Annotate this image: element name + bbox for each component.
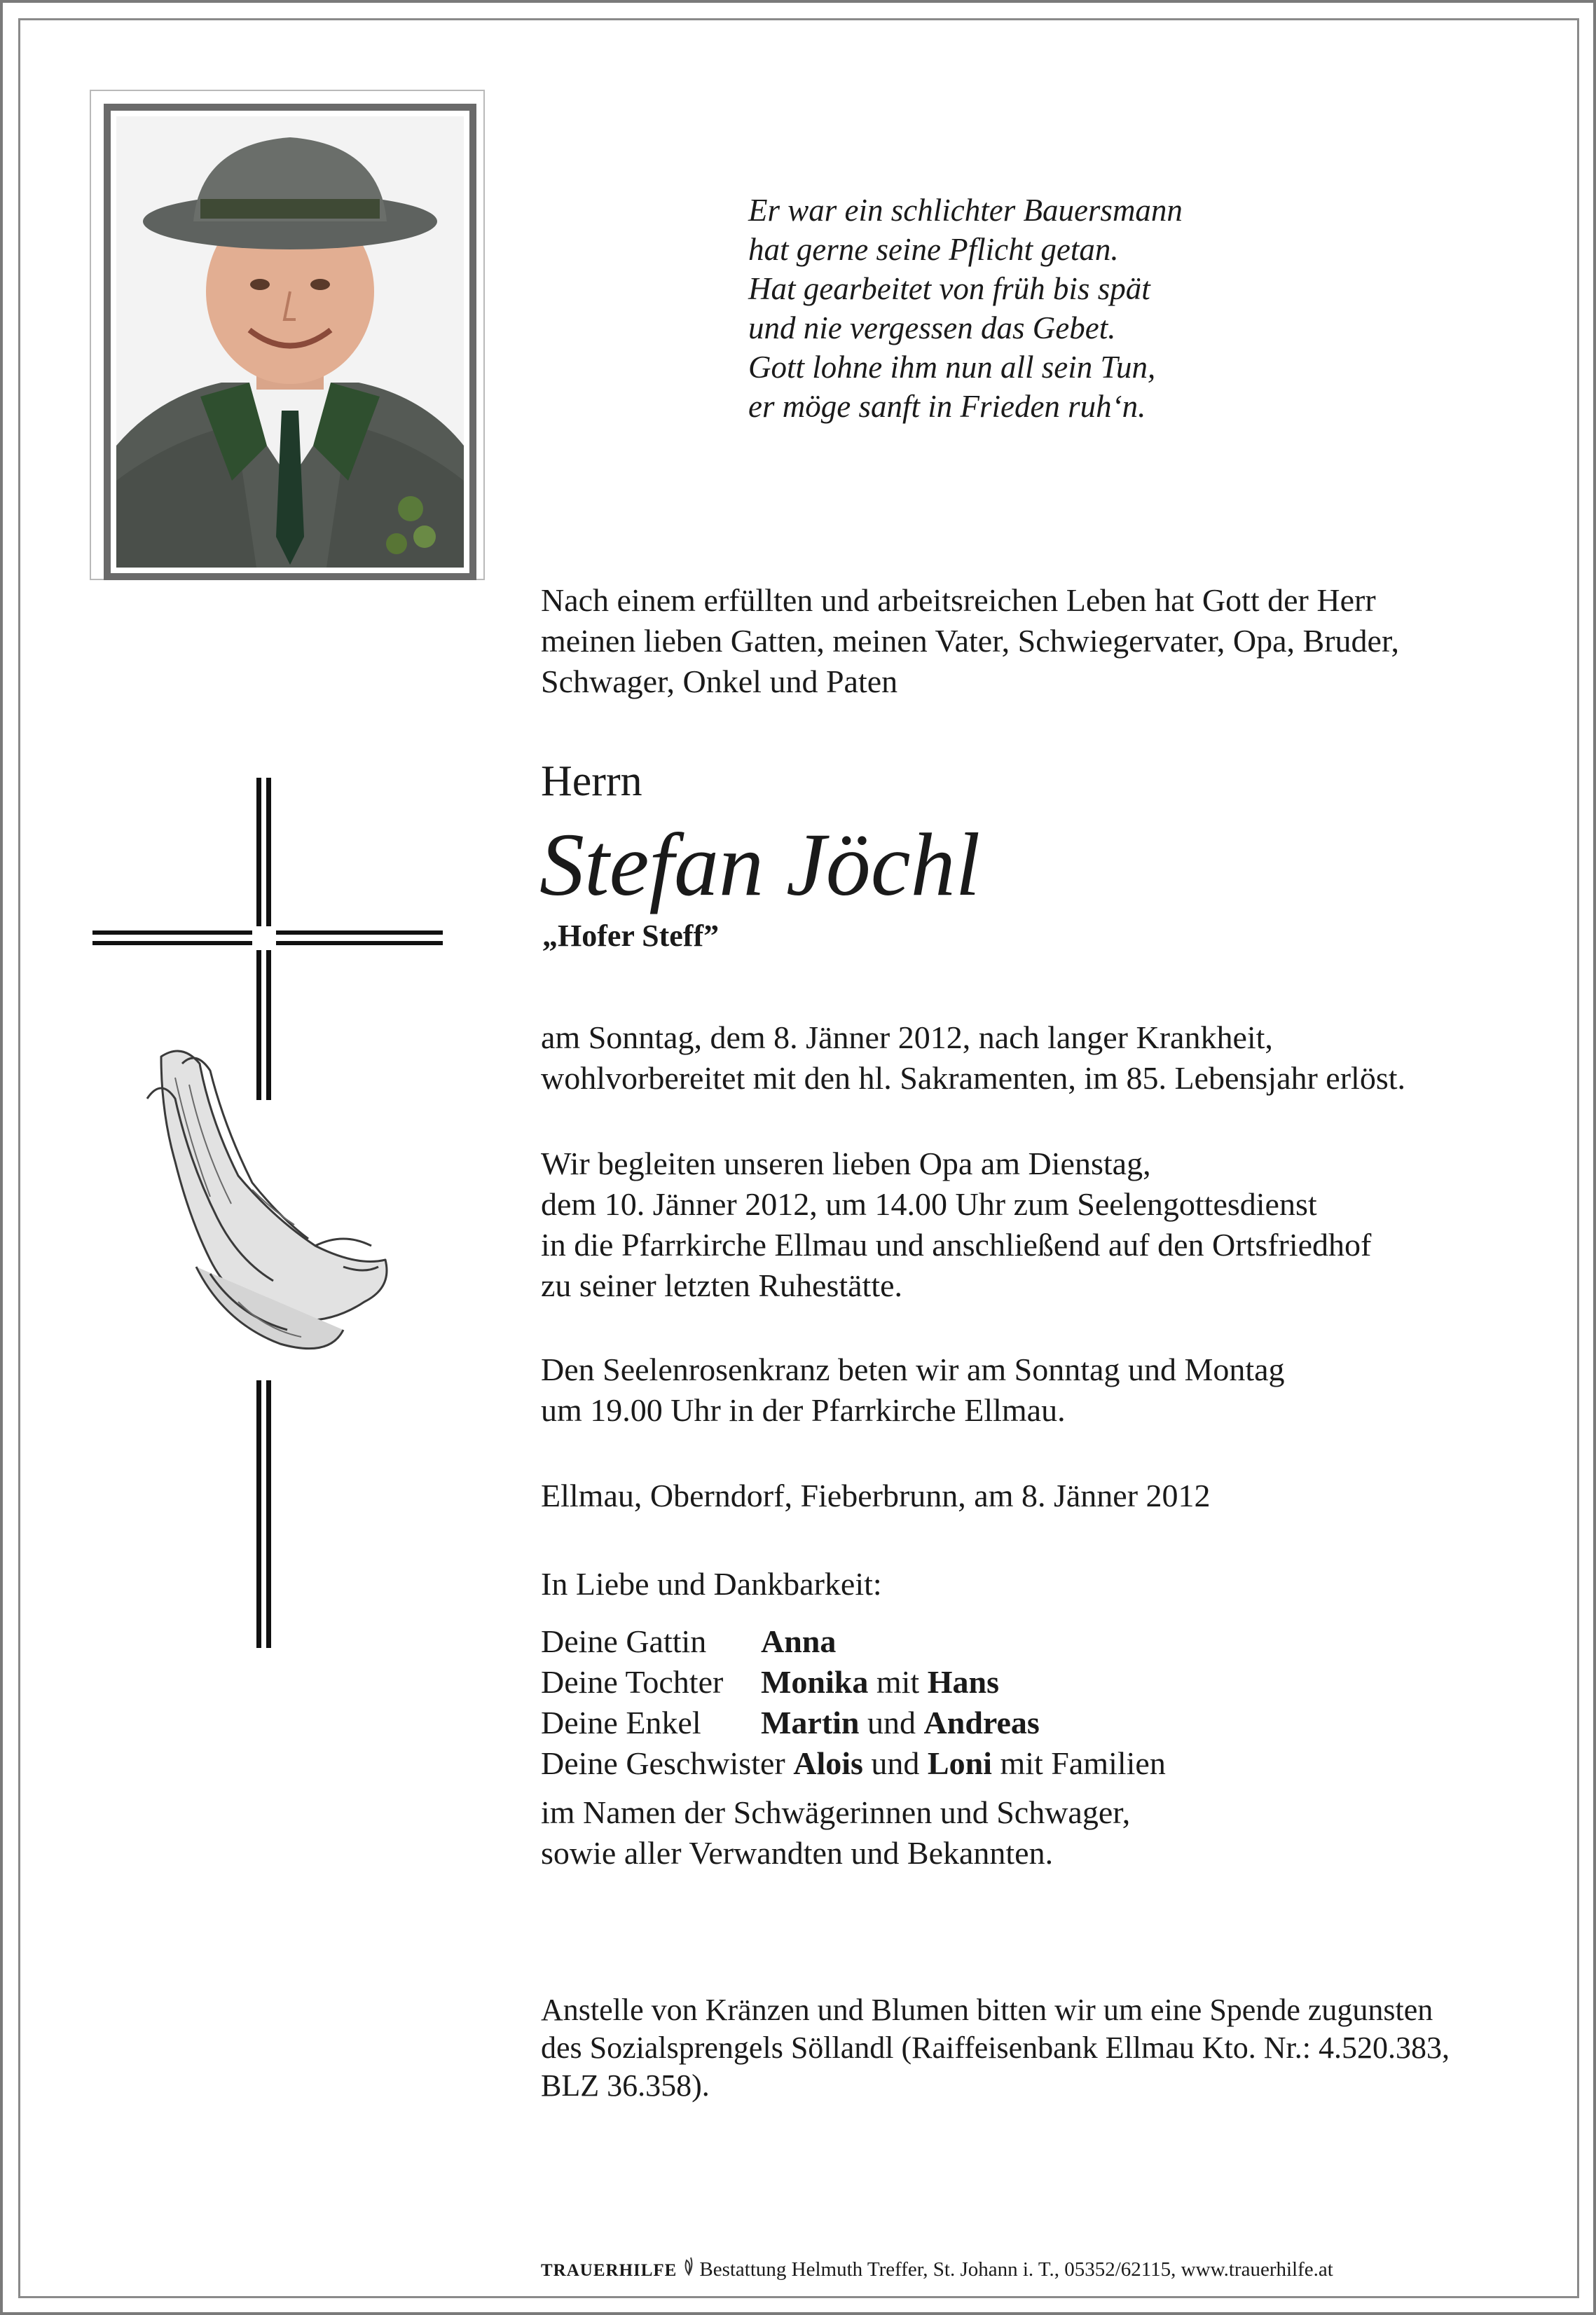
- mourner-row: [541, 1662, 1166, 1703]
- mourner-name: Loni: [927, 1745, 992, 1781]
- mourner-name: Andreas: [923, 1705, 1040, 1740]
- mourner-conjunction: und: [862, 1745, 928, 1781]
- death-line: wohlvorbereitet mit den hl. Sakramenten, im 85. Lebensjahr erlöst.: [541, 1060, 1406, 1096]
- footer: [541, 2256, 1333, 2283]
- mourner-name: Hans: [927, 1664, 999, 1700]
- place-date-line: Ellmau, Oberndorf, Fieberbrunn, am 8. Jänner 2012: [541, 1478, 1211, 1513]
- mourners-heading-line: In Liebe und Dankbarkeit:: [541, 1566, 882, 1602]
- intro-line: meinen lieben Gatten, meinen Vater, Schwiegervater, Opa, Bruder,: [541, 623, 1399, 659]
- poem-line: hat gerne seine Pflicht getan.: [748, 232, 1119, 267]
- death-line: am Sonntag, dem 8. Jänner 2012, nach langer Krankheit,: [541, 1019, 1273, 1055]
- intro-line: Schwager, Onkel und Paten: [541, 664, 898, 699]
- nickname: „Hofer Steff”: [542, 919, 720, 953]
- footer-text: Bestattung Helmuth Treffer, St. Johann i. T., 05352/62115, www.trauerhilfe.at: [699, 2258, 1333, 2281]
- mourner-name: Martin: [761, 1705, 860, 1740]
- mourner-name: Monika: [761, 1664, 869, 1700]
- poem-line: Gott lohne ihm nun all sein Tun,: [748, 350, 1156, 385]
- leaf-icon: [681, 2256, 696, 2281]
- praying-hands-icon: [133, 1036, 399, 1372]
- mourner-label: Deine Geschwister: [541, 1745, 794, 1781]
- donation-line: BLZ 36.358).: [541, 2068, 710, 2103]
- funeral-line: dem 10. Jänner 2012, um 14.00 Uhr zum Seelengottesdienst: [541, 1186, 1317, 1222]
- portrait-illustration: [116, 116, 464, 568]
- portrait-photo: [116, 116, 464, 568]
- intro-paragraph: [541, 580, 1536, 702]
- mourner-suffix: mit Familien: [991, 1745, 1166, 1781]
- rosary-line: um 19.00 Uhr in der Pfarrkirche Ellmau.: [541, 1392, 1066, 1428]
- donation-line: des Sozialsprengels Söllandl (Raiffeisenbank Ellmau Kto. Nr.: 4.520.383,: [541, 2031, 1450, 2065]
- mourner-conjunction: und: [859, 1705, 924, 1740]
- footer-brand: TRAUERHILFE: [541, 2261, 677, 2280]
- portrait-frame: [104, 104, 476, 580]
- funeral-paragraph: [541, 1143, 1536, 1306]
- portrait-mat: [90, 90, 485, 580]
- place-date: [541, 1476, 1536, 1516]
- poem-line: Er war ein schlichter Bauersmann: [748, 193, 1183, 228]
- mourners-heading: [541, 1564, 1536, 1605]
- rosary-paragraph: [541, 1349, 1536, 1431]
- poem: [748, 191, 1379, 426]
- mourner-row: [541, 1703, 1166, 1743]
- mourner-conjunction: mit: [868, 1664, 928, 1700]
- salutation: Herrn: [541, 757, 642, 805]
- mourner-row: [541, 1621, 1166, 1662]
- mourner-label: Deine Tochter: [541, 1664, 724, 1700]
- mourner-name: Anna: [761, 1623, 837, 1659]
- funeral-line: in die Pfarrkirche Ellmau und anschließend auf den Ortsfriedhof: [541, 1227, 1372, 1263]
- donation-line: Anstelle von Kränzen und Blumen bitten wir um eine Spende zugunsten: [541, 1993, 1433, 2027]
- closing-line: im Namen der Schwägerinnen und Schwager,: [541, 1794, 1131, 1830]
- poem-line: Hat gearbeitet von früh bis spät: [748, 271, 1150, 306]
- poem-line: und nie vergessen das Gebet.: [748, 310, 1116, 345]
- funeral-line: Wir begleiten unseren lieben Opa am Dienstag,: [541, 1146, 1151, 1181]
- rosary-line: Den Seelenrosenkranz beten wir am Sonntag und Montag: [541, 1352, 1285, 1387]
- closing-line: sowie aller Verwandten und Bekannten.: [541, 1835, 1054, 1871]
- donation-paragraph: [541, 1991, 1536, 2105]
- mourner-label: Deine Enkel: [541, 1705, 701, 1740]
- mourners-list: [541, 1621, 1166, 1784]
- deceased-name: Stefan Jöchl: [539, 815, 981, 914]
- death-paragraph: [541, 1017, 1536, 1099]
- mourner-label: Deine Gattin: [541, 1623, 707, 1659]
- mourners-closing: [541, 1792, 1536, 1874]
- funeral-line: zu seiner letzten Ruhestätte.: [541, 1268, 903, 1303]
- intro-line: Nach einem erfüllten und arbeitsreichen Leben hat Gott der Herr: [541, 582, 1376, 618]
- poem-line: er möge sanft in Frieden ruh‘n.: [748, 389, 1146, 424]
- mourner-row: [541, 1743, 1166, 1784]
- mourner-name: Alois: [793, 1745, 863, 1781]
